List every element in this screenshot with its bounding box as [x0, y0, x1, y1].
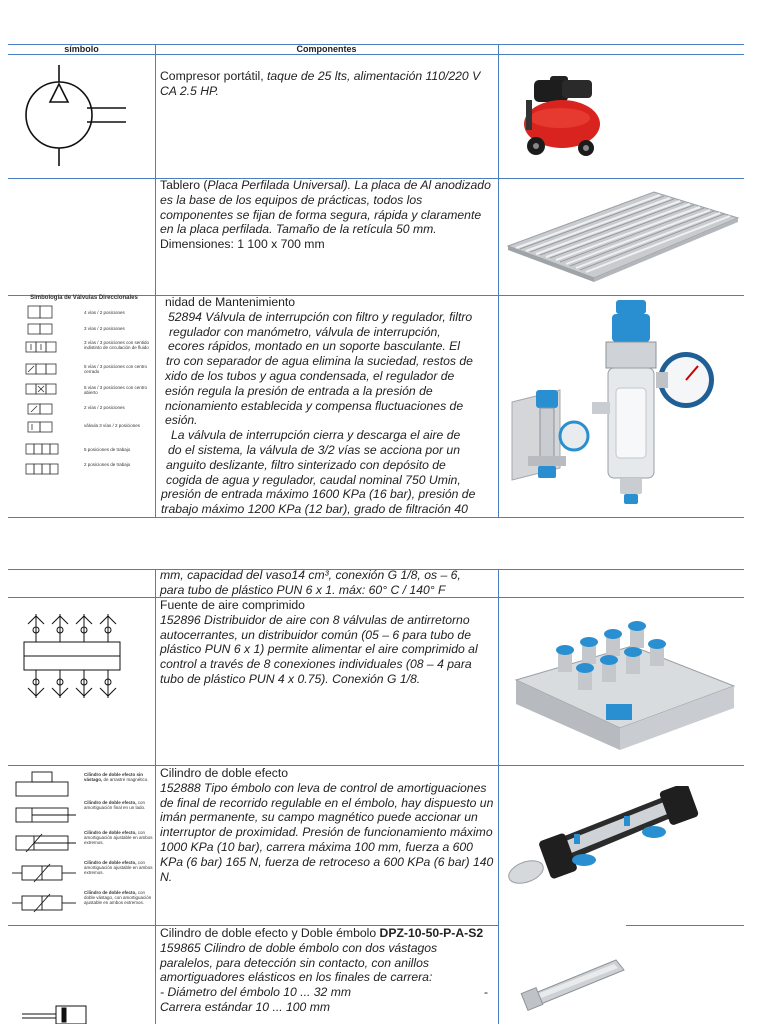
- legend-item: [84, 860, 154, 890]
- text-line: para tubo de plástico PUN 6 x 1. máx: 60° C / 140° F: [160, 582, 446, 597]
- text-line: xido de los tubos y agua condensada, el regulador de: [165, 368, 455, 383]
- maintenance-text-cell: [156, 295, 496, 517]
- compressor-specs: taque de 25 lts, alimentación 110/220 V CA 2.5 HP.: [160, 69, 481, 98]
- air-distributor-image: [512, 600, 738, 760]
- legend-item: 3 vías / 3 posiciones con sentido indistinto de circulación de fluido: [84, 340, 150, 350]
- maintenance-description: [161, 295, 496, 517]
- legend-item: 5 vías / 3 posiciones con centro cerrado: [84, 364, 148, 374]
- maintenance-title: nidad de Mantenimiento: [165, 295, 296, 309]
- board-description: [160, 178, 494, 252]
- trailing-dash: -: [484, 985, 489, 1000]
- maintenance-unit-image: [508, 298, 738, 514]
- text-line: cogida de agua y regulador, caudal nominal 750 Umin,: [166, 472, 461, 487]
- air-distributor-symbol: [20, 606, 124, 706]
- cylinder-image: [504, 786, 704, 906]
- legend-item-rest: con amortiguación final en un lado.: [84, 800, 146, 810]
- legend-item-rest: con amortiguación ajustable en ambos extremos.: [84, 860, 153, 875]
- text-line: esión regula la presión de entrada a la presión de: [165, 383, 433, 398]
- legend-item: [84, 800, 154, 830]
- profile-board-image: [504, 188, 742, 284]
- air-source-description: [160, 598, 494, 687]
- legend-item-bold: Cilindro de doble efecto sin vástago,: [84, 772, 144, 782]
- text-line: anguito deslizante, filtro sinterizado con depósito de: [166, 457, 446, 472]
- text-line: esión.: [165, 413, 198, 428]
- legend-item: 5 posiciones de trabajo: [84, 447, 131, 452]
- cylinder-specs: 152888 Tipo émbolo con leva de control de amortiguaciones de final de recorrido regulable en el émbolo, hay dispuesto un imán permanente, su campo magnético puede accionar un interruptor de proximidad. Presión de funcionamiento máximo 1000 KPa (10 bar), carrera máxima 100 mm, fuerza a 600 KPa (6 bar) 165 N, fuerza de retroceso a 600 KPa (6 bar) 140 N.: [160, 780, 494, 884]
- column-divider: [498, 569, 499, 1024]
- text-line: paralelos, para detección sin contacto, con anillos: [160, 955, 429, 970]
- double-piston-title: Cilindro de doble efecto y Doble émbolo: [160, 926, 380, 940]
- legend-item: 5 vías / 3 posiciones con centro abierto: [84, 385, 148, 395]
- text-line: [160, 985, 494, 1000]
- legend-item-rest: con doble vástago, con amortiguación ajustable en ambos extremos.: [84, 890, 152, 905]
- double-piston-heading: [160, 926, 494, 941]
- board-dimensions: Dimensiones: 1 100 x 700 mm: [160, 237, 325, 252]
- compressor-symbol: [14, 60, 134, 170]
- double-piston-description: [160, 926, 494, 1015]
- text-line: ecores rápidos, montado en un soporte basculante. El: [168, 339, 461, 354]
- double-piston-image: [520, 956, 630, 1012]
- legend-item: válvula 3 vías / 2 posiciones: [84, 423, 141, 428]
- text-line: 159865 Cilindro de doble émbolo con dos vástagos: [160, 940, 438, 955]
- cylinder-symbols: [12, 768, 78, 924]
- compressor-image: [512, 72, 604, 164]
- legend-item: 3 vías / 2 posiciones: [84, 326, 125, 331]
- continuation-text: [160, 568, 494, 598]
- legend-item-bold: Cilindro de doble efecto,: [84, 860, 137, 865]
- legend-item-bold: Cilindro de doble efecto,: [84, 890, 137, 895]
- text-line: tro con separador de agua elimina la suciedad, restos de: [166, 354, 473, 369]
- compressor-description: [160, 69, 494, 99]
- text-line-content: - Diámetro del émbolo 10 ... 32 mm: [160, 985, 352, 1000]
- text-line: mm, capacidad del vaso14 cm³, conexión G 1/8, os – 6,: [160, 568, 461, 582]
- legend-item: 2 posiciones de trabajo: [84, 462, 131, 467]
- header-components: Componentes: [296, 44, 357, 54]
- text-line: Carrera estándar 10 ... 100 mm: [160, 999, 331, 1014]
- legend-item: 4 vías / 2 posiciones: [84, 310, 125, 315]
- legend-item: [84, 830, 154, 860]
- air-source-specs: 152896 Distribuidor de aire con 8 válvulas de antirretorno autocerrantes, un distribuidor común (05 – 6 para tubo de plástico PUN 6 x 1) permite alimentar el aire comprimido al control a través de 8 conexiones individuales (08 – 4 para tubo de plástico PUN 4 x 0.75). Conexión G 1/8.: [160, 612, 478, 686]
- legend-item-rest: con amortiguación ajustable en ambos extremos.: [84, 830, 153, 845]
- legend-title: Simbología de Válvulas Direccionales: [30, 295, 138, 301]
- text-line: 52894 Válvula de interrupción con filtro y regulador, filtro: [168, 309, 473, 324]
- text-line: do el sistema, la válvula de 3/2 vías se acciona por un: [168, 442, 460, 457]
- double-piston-symbol: [20, 1000, 120, 1024]
- cylinder-description: [160, 766, 494, 884]
- board-name: Placa Perfilada Universal: [207, 178, 344, 192]
- column-divider: [155, 569, 156, 1024]
- header-bottom-rule: [8, 54, 744, 55]
- double-piston-code: DPZ-10-50-P-A-S2: [379, 926, 484, 940]
- board-specs: ). La placa de Al anodizado es la base de los equipos de prácticas, todos los componentes se fijan de forma segura, rápida y claramente en la placa perfilada. Tamaño de la retícula 50 mm.: [160, 178, 491, 237]
- board-lead: Tablero (: [160, 178, 208, 192]
- legend-item-bold: Cilindro de doble efecto,: [84, 800, 137, 805]
- text-line: La válvula de interrupción cierra y descarga el aire de: [171, 428, 461, 443]
- text-line: presión de entrada máximo 1600 KPa (16 bar), presión de: [161, 487, 476, 502]
- text-line: ncionamiento establecida y compensa fluctuaciones de: [165, 398, 464, 413]
- text-line: amortiguadores elásticos en los finales de carrera:: [160, 970, 433, 985]
- header-symbol: símbolo: [64, 44, 99, 54]
- cylinder-legend: [84, 772, 154, 920]
- row-rule: [8, 517, 744, 518]
- text-line: regulador con manómetro, válvula de interrupción,: [169, 324, 441, 339]
- legend-item: 2 vías / 2 posiciones: [84, 405, 125, 410]
- legend-item-rest: de arrastre magnético.: [103, 777, 149, 782]
- row-rule: [626, 925, 744, 926]
- air-source-title: Fuente de aire comprimido: [160, 598, 305, 612]
- compressor-lead: Compresor portátil,: [160, 69, 268, 83]
- text-line: trabajo máximo 1200 KPa (12 bar), grado de filtración 40: [161, 502, 468, 517]
- valve-symbols: [24, 304, 64, 480]
- column-divider: [498, 44, 499, 518]
- legend-item-bold: Cilindro de doble efecto,: [84, 830, 137, 835]
- legend-item: [84, 772, 154, 800]
- legend-item: [84, 890, 154, 920]
- cylinder-title: Cilindro de doble efecto: [160, 766, 289, 780]
